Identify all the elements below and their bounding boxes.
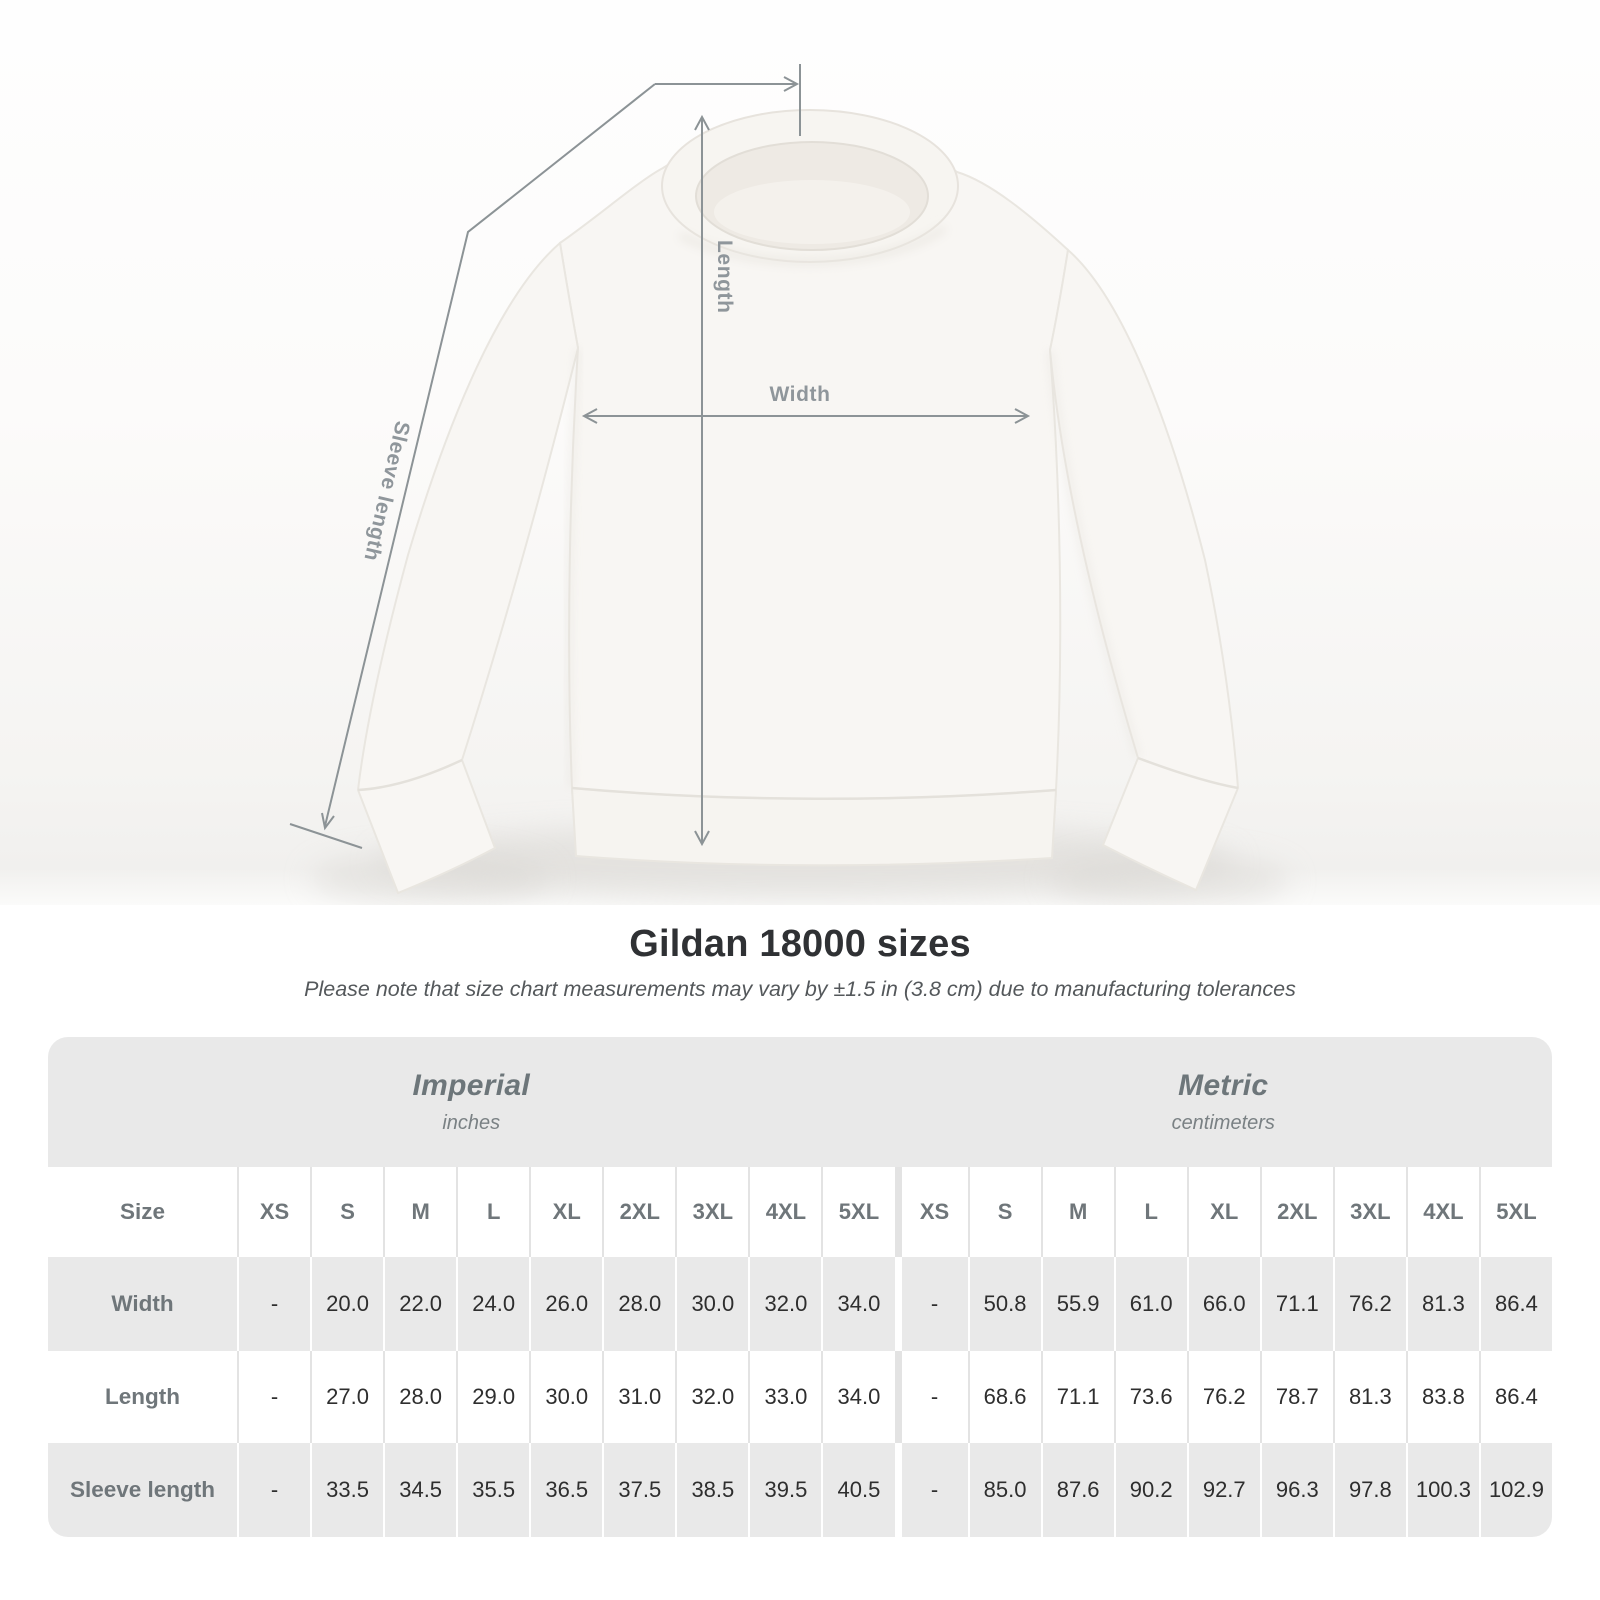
value-cell: 85.0 xyxy=(968,1443,1041,1537)
value-cell: 40.5 xyxy=(821,1443,894,1537)
value-cell: 55.9 xyxy=(1041,1257,1114,1351)
value-cell: 81.3 xyxy=(1406,1257,1479,1351)
value-cell: 28.0 xyxy=(602,1257,675,1351)
value-cell: - xyxy=(237,1351,310,1443)
value-cell: 81.3 xyxy=(1333,1351,1406,1443)
value-cell: 71.1 xyxy=(1041,1351,1114,1443)
header-cell: 4XL xyxy=(1406,1167,1479,1257)
metric-group-header xyxy=(895,1037,1553,1167)
value-cell: 30.0 xyxy=(529,1351,602,1443)
value-cell: 29.0 xyxy=(456,1351,529,1443)
header-cell: 4XL xyxy=(748,1167,821,1257)
header-cell: XL xyxy=(1187,1167,1260,1257)
value-cell: - xyxy=(895,1443,968,1537)
value-cell: - xyxy=(895,1257,968,1351)
value-cell: 97.8 xyxy=(1333,1443,1406,1537)
value-cell: 36.5 xyxy=(529,1443,602,1537)
value-cell: 22.0 xyxy=(383,1257,456,1351)
value-cell: 100.3 xyxy=(1406,1443,1479,1537)
value-cell: 32.0 xyxy=(748,1257,821,1351)
header-cell: L xyxy=(456,1167,529,1257)
value-cell: 20.0 xyxy=(310,1257,383,1351)
header-cell: 5XL xyxy=(821,1167,894,1257)
value-cell: 68.6 xyxy=(968,1351,1041,1443)
value-cell: 32.0 xyxy=(675,1351,748,1443)
value-cell: 34.0 xyxy=(821,1257,894,1351)
imperial-title: Imperial xyxy=(412,1069,530,1102)
value-cell: 26.0 xyxy=(529,1257,602,1351)
right-sleeve xyxy=(1050,250,1238,890)
value-cell: 73.6 xyxy=(1114,1351,1187,1443)
header-cell: L xyxy=(1114,1167,1187,1257)
value-cell: 33.0 xyxy=(748,1351,821,1443)
value-cell: 33.5 xyxy=(310,1443,383,1537)
value-cell: 38.5 xyxy=(675,1443,748,1537)
header-cell: M xyxy=(1041,1167,1114,1257)
header-cell: 2XL xyxy=(1260,1167,1333,1257)
size-chart-table xyxy=(48,1037,1552,1537)
value-cell: 71.1 xyxy=(1260,1257,1333,1351)
value-cell: - xyxy=(237,1443,310,1537)
header-cell: XS xyxy=(237,1167,310,1257)
title-block xyxy=(0,921,1600,1004)
value-cell: - xyxy=(895,1351,968,1443)
value-cell: 50.8 xyxy=(968,1257,1041,1351)
metric-unit: centimeters xyxy=(1171,1112,1275,1134)
value-cell: 34.5 xyxy=(383,1443,456,1537)
header-cell: XL xyxy=(529,1167,602,1257)
value-cell: 35.5 xyxy=(456,1443,529,1537)
value-cell: 34.0 xyxy=(821,1351,894,1443)
header-cell: 3XL xyxy=(675,1167,748,1257)
value-cell: 102.9 xyxy=(1479,1443,1552,1537)
length-measure-label: Length xyxy=(713,240,736,314)
value-cell: 37.5 xyxy=(602,1443,675,1537)
sleeve-length-measure-label: Sleeve length xyxy=(359,418,414,564)
value-cell: 92.7 xyxy=(1187,1443,1260,1537)
left-sleeve xyxy=(358,243,578,893)
header-cell: 3XL xyxy=(1333,1167,1406,1257)
header-cell: M xyxy=(383,1167,456,1257)
imperial-group-header xyxy=(48,1037,895,1167)
value-cell: 66.0 xyxy=(1187,1257,1260,1351)
value-cell: 39.5 xyxy=(748,1443,821,1537)
value-cell: - xyxy=(237,1257,310,1351)
header-cell: XS xyxy=(895,1167,968,1257)
value-cell: 76.2 xyxy=(1187,1351,1260,1443)
collar-inner-back xyxy=(714,180,910,244)
row-label: Sleeve length xyxy=(48,1443,237,1537)
value-cell: 86.4 xyxy=(1479,1351,1552,1443)
value-cell: 27.0 xyxy=(310,1351,383,1443)
page-title: Gildan 18000 sizes xyxy=(629,923,971,965)
row-label: Width xyxy=(48,1257,237,1351)
header-cell: S xyxy=(310,1167,383,1257)
value-cell: 90.2 xyxy=(1114,1443,1187,1537)
value-cell: 96.3 xyxy=(1260,1443,1333,1537)
value-cell: 86.4 xyxy=(1479,1257,1552,1351)
header-cell: 5XL xyxy=(1479,1167,1552,1257)
value-cell: 28.0 xyxy=(383,1351,456,1443)
value-cell: 31.0 xyxy=(602,1351,675,1443)
tolerance-note: Please note that size chart measurements may vary by ±1.5 in (3.8 cm) due to manufacturing tolerances xyxy=(304,977,1296,1001)
value-cell: 24.0 xyxy=(456,1257,529,1351)
value-cell: 83.8 xyxy=(1406,1351,1479,1443)
width-measure-label: Width xyxy=(769,383,831,406)
header-cell: S xyxy=(968,1167,1041,1257)
imperial-unit: inches xyxy=(442,1112,501,1134)
row-label: Length xyxy=(48,1351,237,1443)
value-cell: 30.0 xyxy=(675,1257,748,1351)
header-cell: 2XL xyxy=(602,1167,675,1257)
value-cell: 87.6 xyxy=(1041,1443,1114,1537)
size-header-cell: Size xyxy=(48,1167,237,1257)
metric-title: Metric xyxy=(1178,1069,1269,1102)
value-cell: 61.0 xyxy=(1114,1257,1187,1351)
value-cell: 78.7 xyxy=(1260,1351,1333,1443)
value-cell: 76.2 xyxy=(1333,1257,1406,1351)
